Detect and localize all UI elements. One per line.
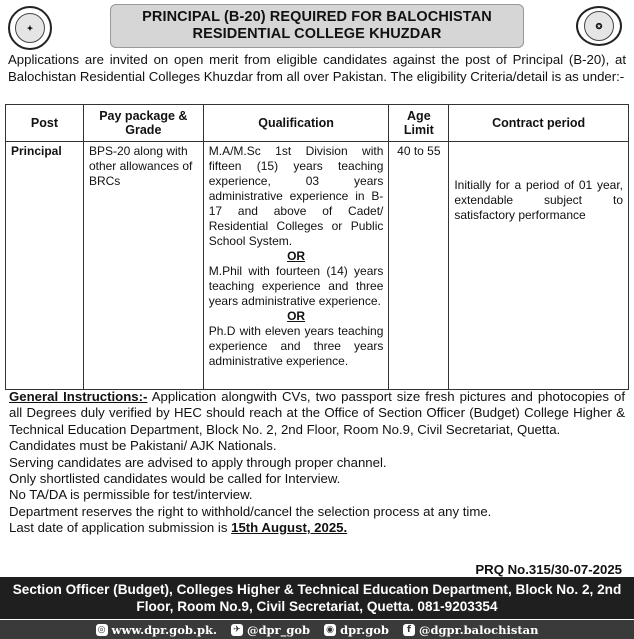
cell-post: Principal: [6, 142, 84, 390]
page-title: [110, 4, 524, 48]
header-qualification: Qualification: [203, 105, 389, 142]
cell-qualification: [203, 142, 389, 390]
title-line-1: PRINCIPAL (B-20) REQUIRED FOR BALOCHISTAN: [142, 9, 492, 25]
qualification-option-2: M.Phil with fourteen (14) years teaching experience and three years administrative experience.: [208, 264, 384, 308]
instagram-link[interactable]: ◉ dpr.gob: [324, 623, 389, 637]
instruction-item: Serving candidates are advised to apply through proper channel.: [9, 454, 387, 470]
qualification-option-3: Ph.D with eleven years teaching experience and three years administrative experience.: [208, 324, 384, 368]
last-date-value: 15th August, 2025.: [231, 520, 348, 536]
header-pay: Pay package & Grade: [83, 105, 203, 142]
header-age: Age Limit: [389, 105, 449, 142]
website-link[interactable]: ◎ www.dpr.gob.pk.: [96, 623, 217, 637]
footer-line-1: Section Officer (Budget), Colleges Higher & Technical Education Department, Block No. 2, 2nd: [12, 582, 622, 597]
cell-contract: Initially for a period of 01 year, extendable subject to satisfactory performance: [449, 142, 629, 390]
twitter-link[interactable]: ✈ @dpr_gob: [231, 623, 310, 637]
instructions-heading: General Instructions:-: [9, 389, 148, 404]
table-header-row: [6, 105, 629, 142]
facebook-icon: f: [403, 624, 415, 636]
header-post: Post: [6, 105, 84, 142]
contact-footer: [0, 577, 634, 619]
instagram-icon: ◉: [324, 624, 336, 636]
social-bar: [0, 620, 634, 639]
cell-pay: BPS-20 along with other allowances of BRCs: [83, 142, 203, 390]
globe-icon: ◎: [96, 624, 108, 636]
instruction-main: [9, 389, 625, 438]
qualification-option-1: M.A/M.Sc 1st Division with fifteen (15) years teaching experience, 03 years administrative experience in B-17 and above of Cadet/ Residential Colleges or Public School System.: [208, 144, 384, 248]
cell-age: 40 to 55: [389, 142, 449, 390]
header-contract: Contract period: [449, 105, 629, 142]
twitter-icon: ✈: [231, 624, 243, 636]
instruction-item: Candidates must be Pakistani/ AJK Nationals.: [9, 438, 277, 454]
balochistan-logo-left: [8, 6, 52, 50]
facebook-link[interactable]: f @dgpr.balochistan: [403, 623, 539, 637]
table-row: [6, 142, 629, 390]
general-instructions: [9, 389, 625, 537]
prq-number: PRQ No.315/30-07-2025: [475, 562, 622, 577]
or-separator: OR: [287, 249, 306, 263]
college-logo-right: [576, 6, 622, 46]
last-date-line: [9, 520, 625, 536]
last-date-label: Last date of application submission is: [9, 520, 232, 536]
intro-paragraph: Applications are invited on open merit from eligible candidates against the post of Principal (B-20), at Balochistan Residential Colleges Khuzdar from all over Pakistan. The eligibility Criteria/detail is as under:-: [8, 52, 626, 84]
instruction-item: Department reserves the right to withhold/cancel the selection process at any time.: [9, 503, 492, 519]
or-separator: OR: [287, 309, 306, 323]
instruction-text: Application alongwith CVs, two passport size fresh pictures and photocopies of all Degrees duly verified by HEC should reach at the Office of Section Officer (Budget) College Higher & Technical Education Department, Block No. 2, 2nd Floor, Room No.9, Civil Secretariat, Quetta.: [9, 389, 625, 437]
footer-line-2: Floor, Room No.9, Civil Secretariat, Quetta. 081-9203354: [136, 599, 498, 614]
instruction-item: No TA/DA is permissible for test/interview.: [9, 487, 253, 503]
emblem-icon: ✪: [584, 11, 614, 41]
title-line-2: RESIDENTIAL COLLEGE KHUZDAR: [192, 26, 442, 42]
instruction-item: Only shortlisted candidates would be called for Interview.: [9, 471, 341, 487]
eligibility-table: [5, 104, 629, 390]
emblem-icon: ✦: [15, 13, 45, 43]
